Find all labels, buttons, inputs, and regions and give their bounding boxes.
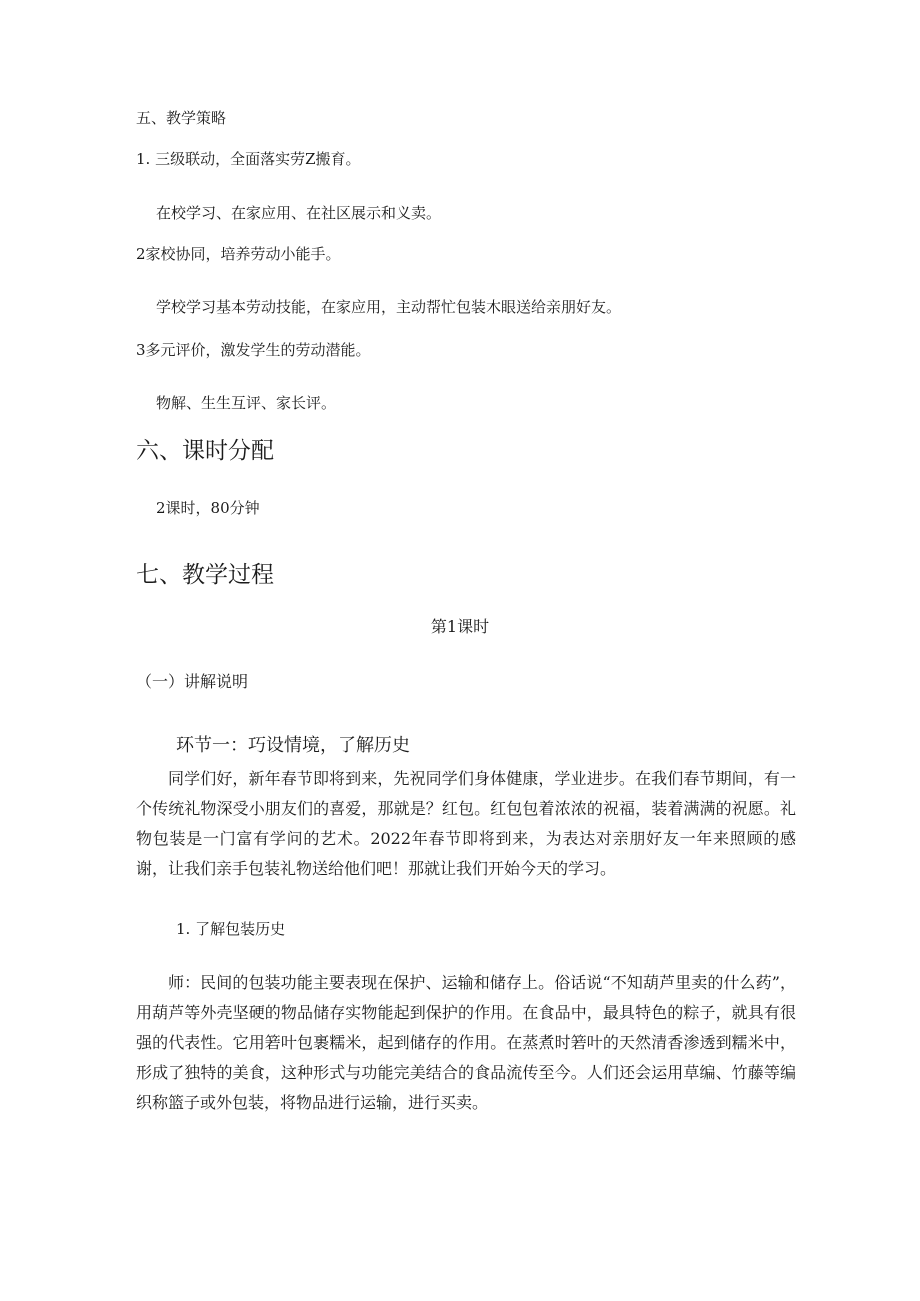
section-7-title: 七、教学过程 <box>136 562 274 588</box>
strategy-item-2-body: 学校学习基本劳动技能，在家应用，主动帮忙包装木眼送给亲朋好友。 <box>156 298 622 316</box>
strategy-item-2: 2家校协同，培养劳动小能手。 <box>136 245 341 263</box>
strategy-item-1-body: 在校学习、在家应用、在社区展示和义卖。 <box>156 204 442 222</box>
subheading-packaging-history: 1. 了解包装历史 <box>176 920 286 938</box>
part-heading: （一）讲解说明 <box>136 672 249 691</box>
intro-paragraph: 同学们好，新年春节即将到来，先祝同学们身体健康，学业进步。在我们春节期间，有一个传统礼物深受小朋友们的喜爱，那就是？红包。红包包着浓浓的祝福，装着满满的祝愿。礼物包装是一门富有学问的艺术。2022年春节即将到来，为表达对亲朋好友一年来照顾的感谢，让我们亲手包装礼物送给他们吧！那就让我们开始今天的学习。 <box>136 769 796 878</box>
strategy-item-3-body: 物解、生生互评、家长评。 <box>156 394 337 412</box>
hours-allocation: 2课时，80分钟 <box>156 499 260 517</box>
strategy-item-1: 1. 三级联动，全面落实劳Z搬育。 <box>136 150 361 168</box>
section-6-title: 六、课时分配 <box>136 438 274 464</box>
section-5-title: 五、教学策略 <box>136 109 227 127</box>
strategy-item-3: 3多元评价，激发学生的劳动潜能。 <box>136 341 371 359</box>
lesson-heading: 第1课时 <box>430 617 490 636</box>
step-heading: 环节一：巧设情境，了解历史 <box>176 735 410 756</box>
history-paragraph: 师：民间的包装功能主要表现在保护、运输和储存上。俗话说“不知葫芦里卖的什么药”，用葫芦等外壳坚硬的物品储存实物能起到保护的作用。在食品中，最具特色的粽子，就具有很强的代表性。它用箬叶包裹糯米，起到储存的作用。在蒸煮时箬叶的天然清香渗透到糯米中，形成了独特的美食，这种形式与功能完美结合的食品流传至今。人们还会运用草编、竹藤等编织称篮子或外包装，将物品进行运输，进行买卖。 <box>136 973 796 1112</box>
